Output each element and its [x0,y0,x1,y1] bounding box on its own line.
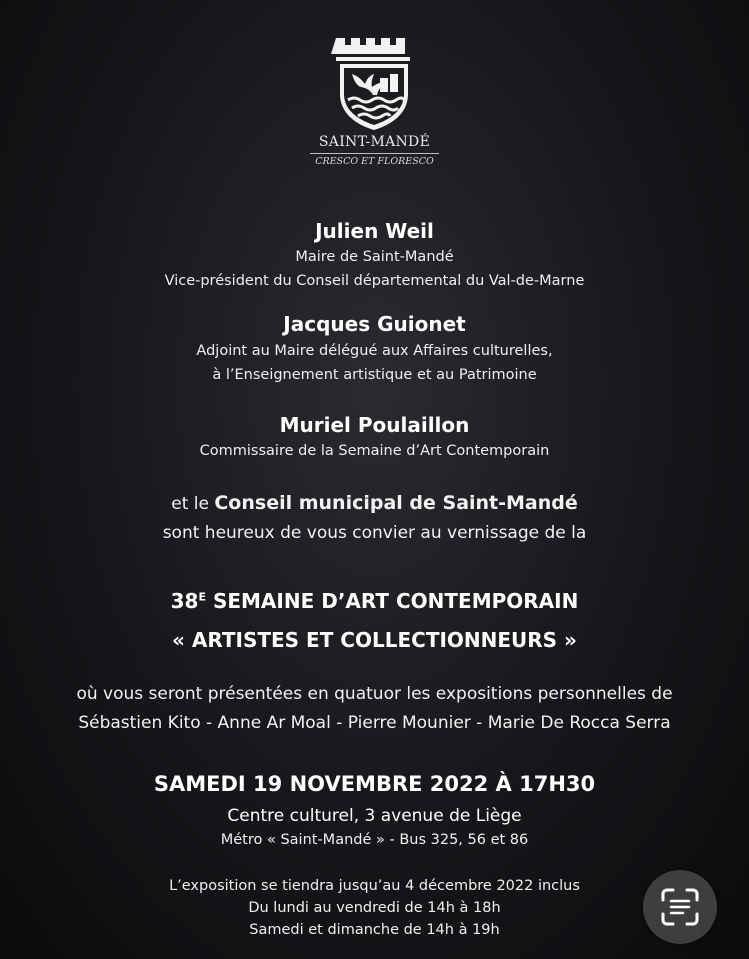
host-role-2a: Adjoint au Maire délégué aux Affaires culturelles, [196,343,553,359]
event-number-sup: E [198,590,206,604]
council-name: Conseil municipal de Saint-Mandé [214,492,578,514]
host-name-2: Jacques Guionet [283,312,466,336]
coat-of-arms-icon [330,34,419,132]
event-transport: Métro « Saint-Mandé » - Bus 325, 56 et 86 [220,832,529,848]
logo-motto: CRESCO ET FLORESCO [315,156,434,167]
event-date: SAMEDI 19 NOVEMBRE 2022 À 17H30 [153,772,596,796]
host-role-1b: Vice-président du Conseil départemental du Val-de-Marne [164,273,585,289]
host-role-1a: Maire de Saint-Mandé [295,249,454,265]
hours-until: L’exposition se tiendra jusqu’au 4 décembre 2022 inclus [169,878,580,894]
exhibit-intro: où vous seront présentées en quatuor les expositions personnelles de [76,684,673,704]
scan-text-button[interactable] [643,870,717,944]
council-prefix: et le [171,494,215,514]
event-title-line-1 [0,589,749,613]
saint-mande-logo [300,34,449,174]
event-title-text: SEMAINE D’ART CONTEMPORAIN [206,589,579,613]
host-name-3: Muriel Poulaillon [279,413,470,437]
council-line [0,492,749,514]
invite-line: sont heureux de vous convier au vernissage de la [162,523,587,543]
event-place: Centre culturel, 3 avenue de Liège [227,806,522,826]
logo-divider [310,153,439,154]
scan-text-icon [659,886,701,928]
event-number: 38 [170,589,199,613]
host-role-2b: à l’Enseignement artistique et au Patrimoine [212,367,537,383]
hours-weekdays: Du lundi au vendredi de 14h à 18h [248,900,501,916]
logo-town-name: SAINT-MANDÉ [318,134,431,150]
host-name-1: Julien Weil [315,219,434,243]
host-role-3: Commissaire de la Semaine d’Art Contemporain [199,443,550,459]
event-title-line-2: « ARTISTES ET COLLECTIONNEURS » [172,628,577,652]
exhibit-artists: Sébastien Kito - Anne Ar Moal - Pierre Mounier - Marie De Rocca Serra [78,713,671,733]
hours-weekend: Samedi et dimanche de 14h à 19h [249,922,500,938]
